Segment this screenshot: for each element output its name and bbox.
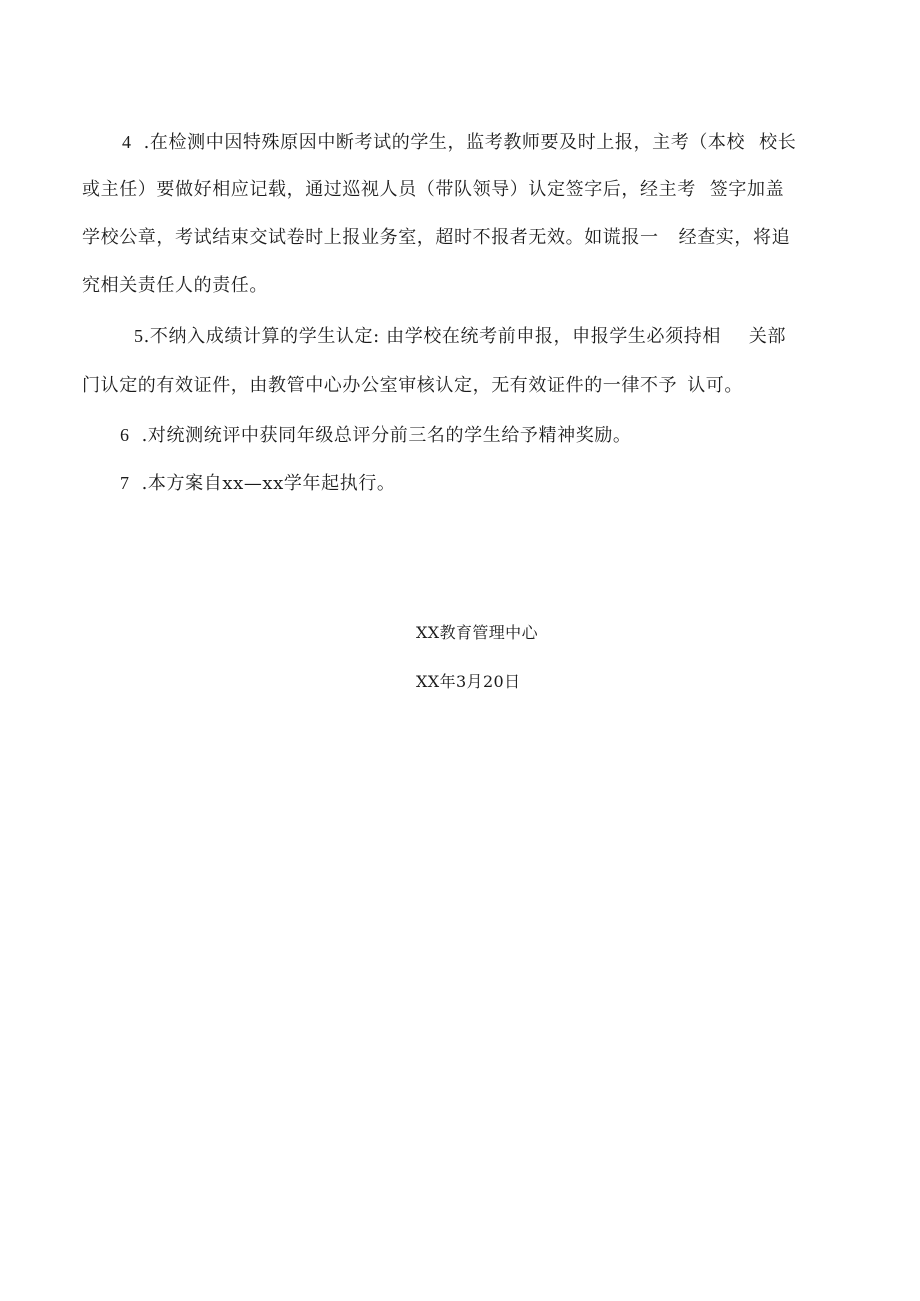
item-4-line-2 — [82, 178, 784, 202]
item-7-line-1 — [120, 471, 396, 496]
item-number: 5 — [134, 326, 144, 346]
item-text: 门认定的有效证件，由教管中心办公室审核认定，无有效证件的一律不予 — [82, 375, 678, 396]
item-5-line-1 — [134, 324, 786, 349]
item-number: 6 — [120, 425, 130, 445]
signature-organization: XX教育管理中心 — [416, 623, 538, 642]
item-6-line-1 — [120, 423, 632, 448]
item-text: 或主任）要做好相应记载，通过巡视人员（带队领导）认定签字后，经主考 — [82, 179, 696, 200]
item-text: 经查实，将追 — [678, 227, 791, 248]
item-text: .对统测统评中获同年级总评分前三名的学生给予精神奖励。 — [141, 425, 632, 446]
item-text: 究相关责任人的责任。 — [82, 275, 268, 296]
item-text: .在检测中因特殊原因中断考试的学生，监考教师要及时上报，主考（本校 — [143, 132, 746, 153]
item-text: 校长 — [759, 132, 797, 153]
item-4-line-4 — [82, 274, 268, 298]
item-5-line-2 — [82, 374, 743, 398]
item-number: 7 — [120, 473, 130, 493]
item-text: 学校公章，考试结束交试卷时上报业务室，超时不报者无效。如谎报一 — [82, 227, 659, 248]
item-number: 4 — [122, 132, 132, 152]
item-text: .不纳入成绩计算的学生认定: 由学校在统考前申报，申报学生必须持相 — [143, 326, 721, 347]
item-text: 认可。 — [687, 375, 744, 396]
item-text: 关部 — [748, 326, 787, 347]
item-4-line-3 — [82, 226, 790, 250]
item-text: .本方案自xx—xx学年起执行。 — [141, 473, 396, 494]
item-text: 签字加盖 — [709, 179, 785, 200]
signature-date: XX年3月20日 — [416, 672, 521, 691]
item-4-line-1 — [122, 130, 796, 155]
